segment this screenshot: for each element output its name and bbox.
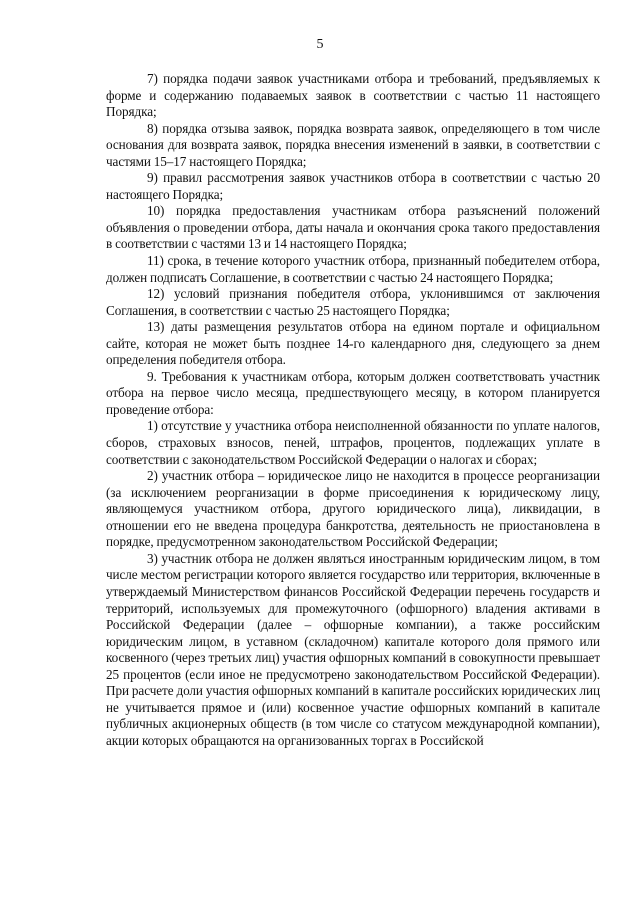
paragraph-item-9: 9) правил рассмотрения заявок участников отбора в соответствии с частью 20 настоящего Порядка;	[106, 170, 600, 202]
paragraph-item-12: 12) условий признания победителя отбора, уклонившимся от заключения Соглашения, в соответствии с частью 25 настоящего Порядка;	[106, 286, 600, 318]
paragraph-item-8: 8) порядка отзыва заявок, порядка возврата заявок, определяющего в том числе основания для возврата заявок, порядка внесения изменений в заявки, в соответствии с частями 15–17 настоящего Порядка;	[106, 120, 600, 169]
paragraph-item-7: 7) порядка подачи заявок участниками отбора и требований, предъявляемых к форме и содержанию подаваемых заявок в соответствии с частью 11 настоящего Порядка;	[106, 71, 600, 120]
paragraph-requirement-2: 2) участник отбора – юридическое лицо не находится в процессе реорганизации (за исключением реорганизации в форме присоединения к юридическому лицу, являющемуся участником отбора, другого юридического лица), ликвидации, в отношении его не введена процедура банкротства, деятельность не приостановлена в порядке, предусмотренном законодательством Российской Федерации;	[106, 468, 600, 550]
paragraph-item-10: 10) порядка предоставления участникам отбора разъяснений положений объявления о проведении отбора, даты начала и окончания срока такого предоставления в соответствии с частями 13 и 14 настоящего Порядка;	[106, 203, 600, 252]
paragraph-requirement-3: 3) участник отбора не должен являться иностранным юридическим лицом, в том числе местом регистрации которого является государство или территория, включенные в утверждаемый Министерством финансов Российской Федерации перечень государств и территорий, используемых для промежуточного (офшорного) владения активами в Российской Федерации (далее – офшорные компании), а также российским юридическим лицом, в уставном (складочном) капитале которого доля прямого или косвенного (через третьих лиц) участия офшорных компаний в совокупности превышает 25 процентов (если иное не предусмотрено законодательством Российской Федерации). При расчете доли участия офшорных компаний в капитале российских юридических лиц не учитывается прямое и (или) косвенное участие офшорных компаний в капитале публичных акционерных обществ (в том числе со статусом международной компании), акции которых обращаются на организованных торгах в Российской	[106, 550, 600, 748]
paragraph-requirement-1: 1) отсутствие у участника отбора неисполненной обязанности по уплате налогов, сборов, страховых взносов, пеней, штрафов, процентов, подлежащих уплате в соответствии с законодательством Российской Федерации о налогах и сборах;	[106, 418, 600, 467]
paragraph-item-13: 13) даты размещения результатов отбора на едином портале и официальном сайте, которая не может быть позднее 14-го календарного дня, следующего за днем определения победителя отбора.	[106, 319, 600, 368]
page-number: 5	[316, 37, 324, 52]
document-body	[106, 71, 600, 749]
paragraph-item-11: 11) срока, в течение которого участник отбора, признанный победителем отбора, должен подписать Соглашение, в соответствии с частью 24 настоящего Порядка;	[106, 253, 600, 285]
paragraph-section-9: 9. Требования к участникам отбора, которым должен соответствовать участник отбора на первое число месяца, предшествующего месяцу, в котором планируется проведение отбора:	[106, 368, 600, 417]
